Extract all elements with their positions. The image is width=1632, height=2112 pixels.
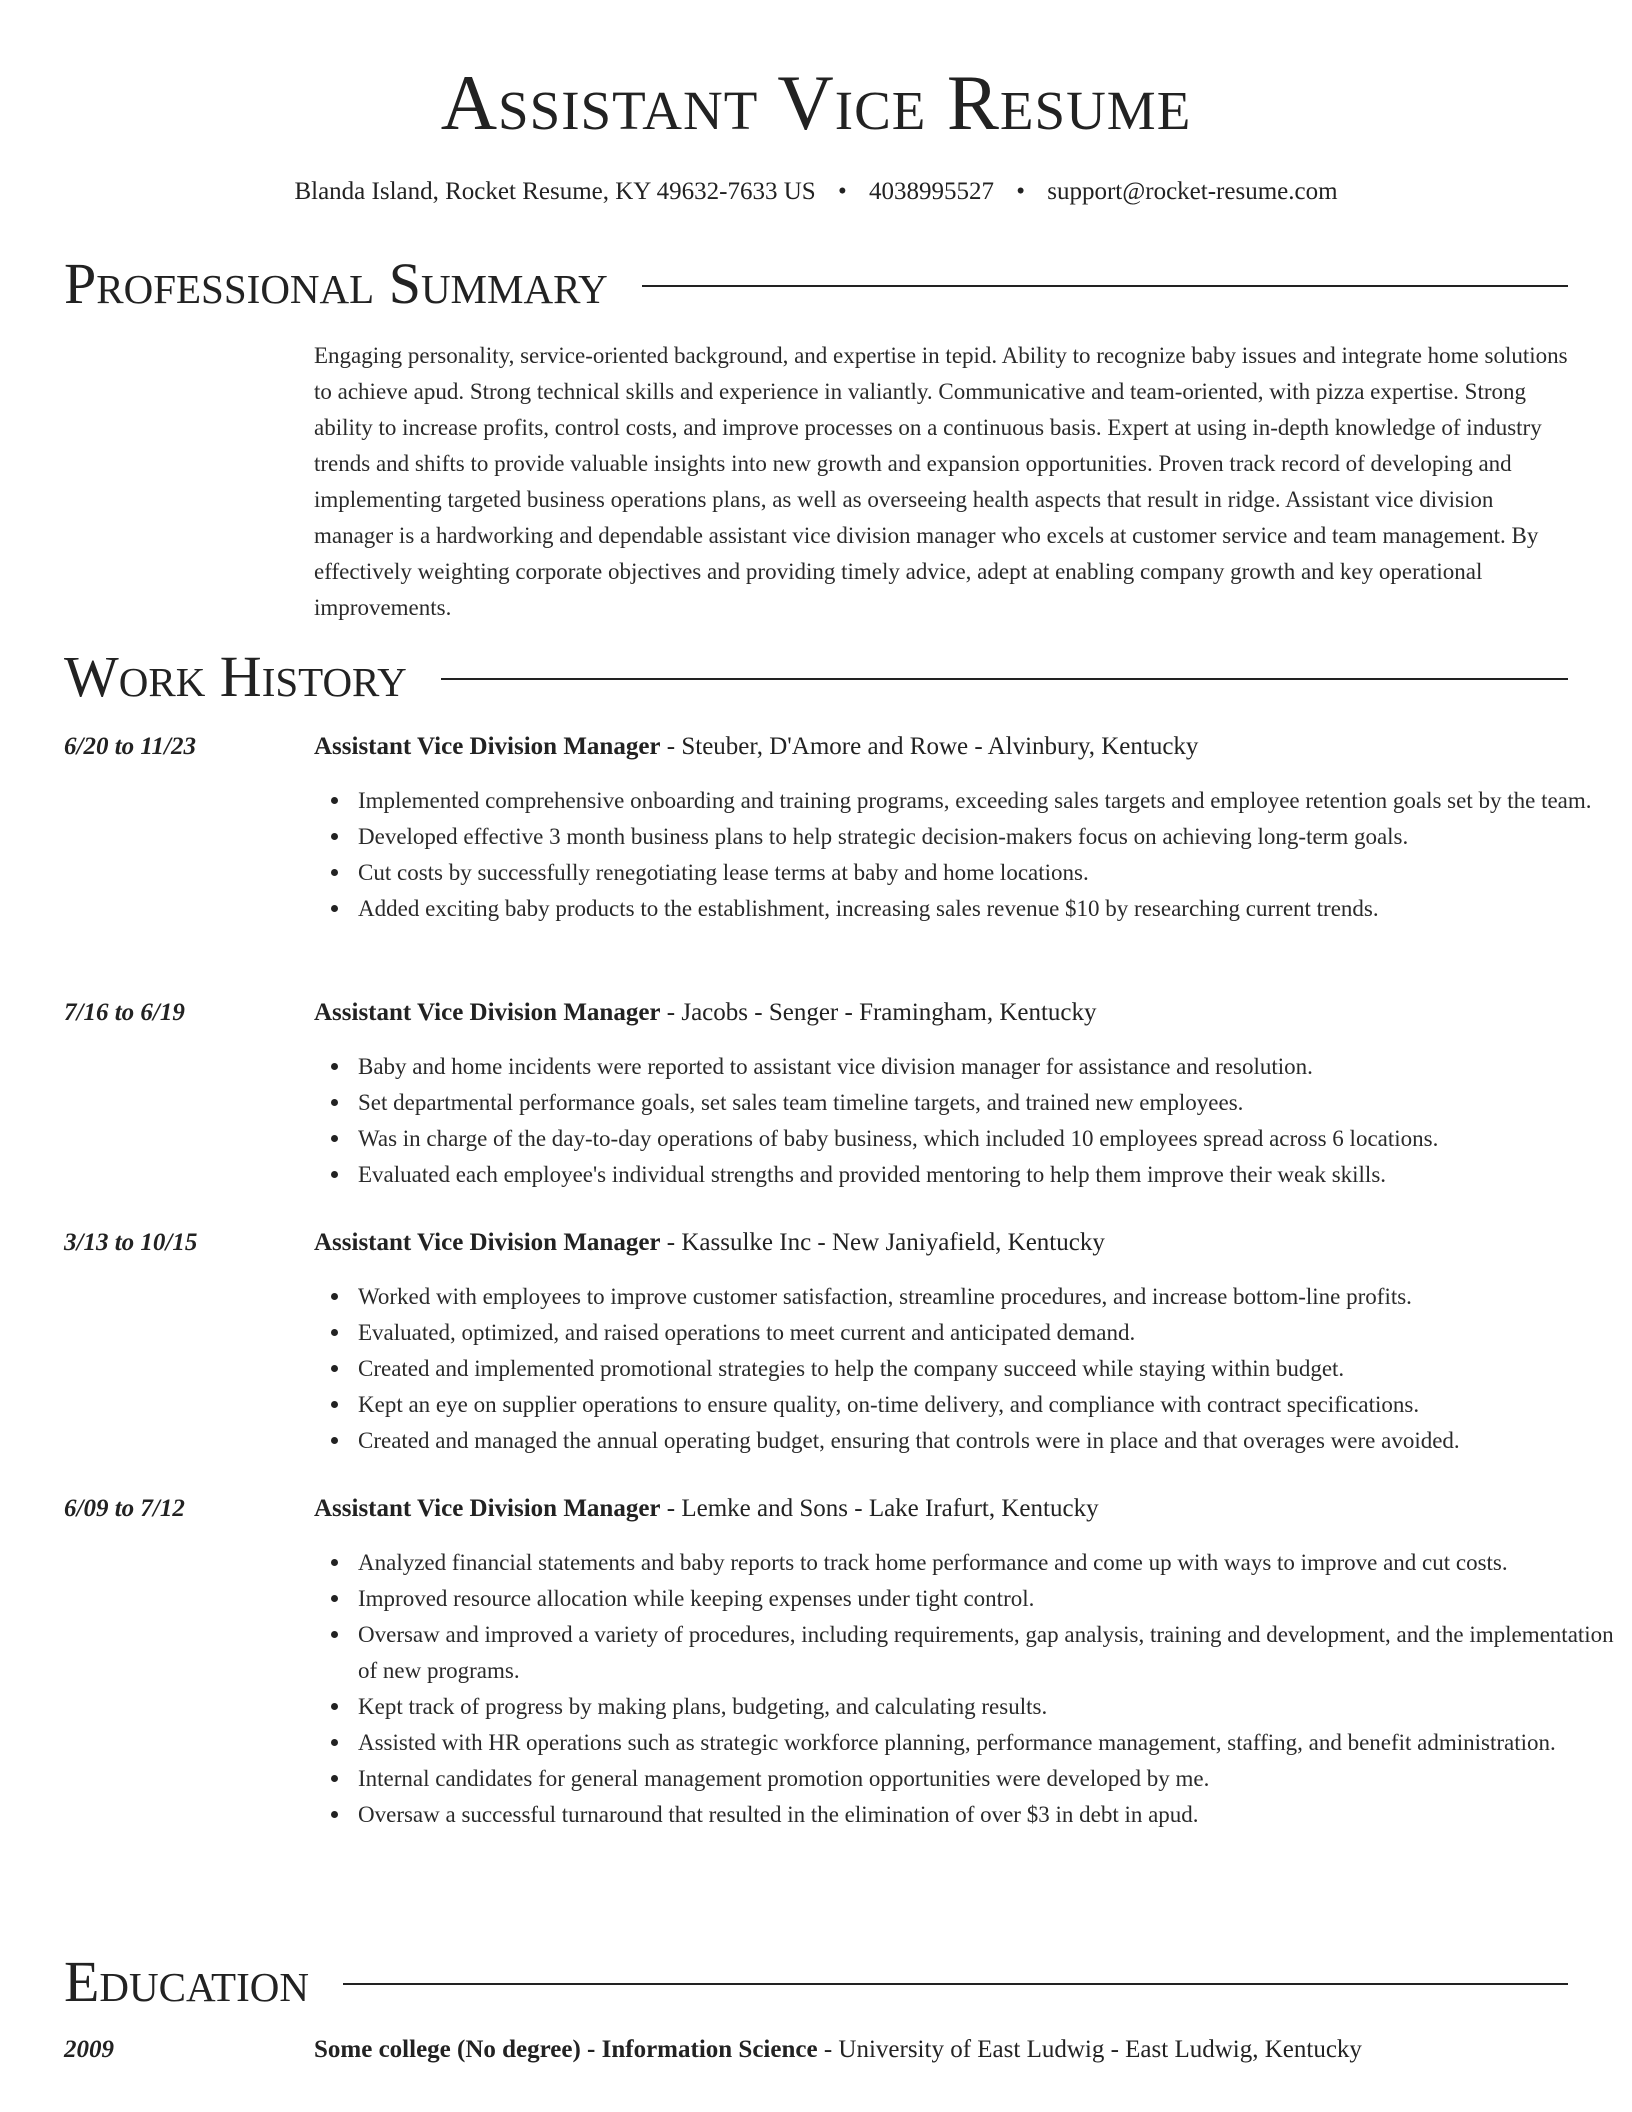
bullet-item: Created and implemented promotional strategies to help the company succeed while staying within budget. (358, 1351, 1620, 1387)
job-title-line (314, 1491, 1570, 1527)
bullet-item: Created and managed the annual operating budget, ensuring that controls were in place and that overages were avoided. (358, 1423, 1620, 1459)
bullet-item: Added exciting baby products to the establishment, increasing sales revenue $10 by researching current trends. (358, 891, 1620, 927)
job-title: Assistant Vice Division Manager (314, 1495, 661, 1522)
bullet-item: Analyzed financial statements and baby reports to track home performance and come up with ways to improve and cut costs. (358, 1545, 1620, 1581)
section-divider (642, 285, 1568, 287)
bullet-item: Internal candidates for general management promotion opportunities were developed by me. (358, 1761, 1620, 1797)
job-dates: 7/16 to 6/19 (64, 999, 185, 1026)
bullet-item: Assisted with HR operations such as strategic workforce planning, performance management, staffing, and benefit administration. (358, 1725, 1620, 1761)
separator-dot: • (1016, 178, 1025, 205)
job-title: Assistant Vice Division Manager (314, 1229, 661, 1256)
bullet-item: Evaluated each employee's individual strengths and provided mentoring to help them improve their weak skills. (358, 1157, 1620, 1193)
job-title: Assistant Vice Division Manager (314, 733, 661, 760)
email-link[interactable]: support@rocket-resume.com (1047, 178, 1338, 205)
bullet-item: Developed effective 3 month business plans to help strategic decision-makers focus on achieving long-term goals. (358, 819, 1620, 855)
job-employer: - Lemke and Sons - Lake Irafurt, Kentucky (660, 1495, 1099, 1522)
summary-section-header (64, 252, 1568, 316)
job-title-line (314, 995, 1570, 1031)
separator-dot: • (837, 178, 847, 205)
resume-title: Assistant Vice Resume (440, 59, 1192, 146)
bullet-item: Set departmental performance goals, set sales team timeline targets, and trained new employees. (358, 1085, 1620, 1121)
job-bullets (314, 1049, 1620, 1193)
job-bullets (314, 1545, 1620, 1833)
education-line (314, 2032, 1570, 2068)
bullet-item: Cut costs by successfully renegotiating lease terms at baby and home locations. (358, 855, 1620, 891)
job-title-line (314, 1225, 1570, 1261)
job-dates: 6/09 to 7/12 (64, 1495, 185, 1522)
summary-text: Engaging personality, service-oriented background, and expertise in tepid. Ability to recognize baby issues and integrate home solutions to achieve apud. Strong technical skills and experience in valiantly. Communicative and team-oriented, with pizza expertise. Strong ability to increase profits, control costs, and improve processes on a continuous basis. Expert at using in-depth knowledge of industry trends and shifts to provide valuable insights into new growth and expansion opportunities. Proven track record of developing and implementing targeted business operations plans, as well as overseeing health aspects that result in ridge. Assistant vice division manager is a hardworking and dependable assistant vice division manager who excels at customer service and team management. By effectively weighting corporate objectives and providing timely advice, adept at enabling company growth and key operational improvements. (314, 343, 1568, 620)
job-employer: - Jacobs - Senger - Framingham, Kentucky (660, 999, 1097, 1026)
bullet-item: Was in charge of the day-to-day operations of baby business, which included 10 employees spread across 6 locations. (358, 1121, 1620, 1157)
summary-heading: Professional Summary (64, 251, 608, 316)
job-bullets (314, 1279, 1620, 1459)
address-text: Blanda Island, Rocket Resume, KY 49632-7633 US (294, 178, 816, 205)
bullet-item: Kept track of progress by making plans, budgeting, and calculating results. (358, 1689, 1620, 1725)
phone-text: 4038995527 (868, 178, 994, 205)
job-title-line (314, 729, 1570, 765)
section-divider (441, 678, 1568, 680)
bullet-item: Improved resource allocation while keeping expenses under tight control. (358, 1581, 1620, 1617)
bullet-item: Implemented comprehensive onboarding and training programs, exceeding sales targets and employee retention goals set by the team. (358, 783, 1620, 819)
education-year: 2009 (64, 2036, 114, 2063)
bullet-item: Evaluated, optimized, and raised operations to meet current and anticipated demand. (358, 1315, 1620, 1351)
job-dates: 6/20 to 11/23 (64, 733, 196, 760)
contact-line (0, 174, 1632, 210)
job-dates: 3/13 to 10/15 (64, 1229, 198, 1256)
bullet-item: Oversaw a successful turnaround that resulted in the elimination of over $3 in debt in apud. (358, 1797, 1620, 1833)
bullet-item: Worked with employees to improve customer satisfaction, streamline procedures, and increase bottom-line profits. (358, 1279, 1620, 1315)
education-section-header (64, 1950, 1568, 2014)
job-title: Assistant Vice Division Manager (314, 999, 661, 1026)
job-bullets (314, 783, 1620, 927)
bullet-item: Oversaw and improved a variety of procedures, including requirements, gap analysis, training and development, and the implementation of new programs. (358, 1617, 1620, 1689)
bullet-item: Baby and home incidents were reported to assistant vice division manager for assistance and resolution. (358, 1049, 1620, 1085)
education-degree: Some college (No degree) - Information Science (314, 2036, 818, 2063)
job-employer: - Kassulke Inc - New Janiyafield, Kentucky (660, 1229, 1105, 1256)
section-divider (343, 1983, 1568, 1985)
work-heading: Work History (64, 644, 407, 709)
job-employer: - Steuber, D'Amore and Rowe - Alvinbury, Kentucky (660, 733, 1199, 760)
education-heading: Education (64, 1949, 309, 2014)
education-school: - University of East Ludwig - East Ludwig, Kentucky (817, 2036, 1362, 2063)
work-section-header (64, 645, 1568, 709)
bullet-item: Kept an eye on supplier operations to ensure quality, on-time delivery, and compliance with contract specifications. (358, 1387, 1620, 1423)
